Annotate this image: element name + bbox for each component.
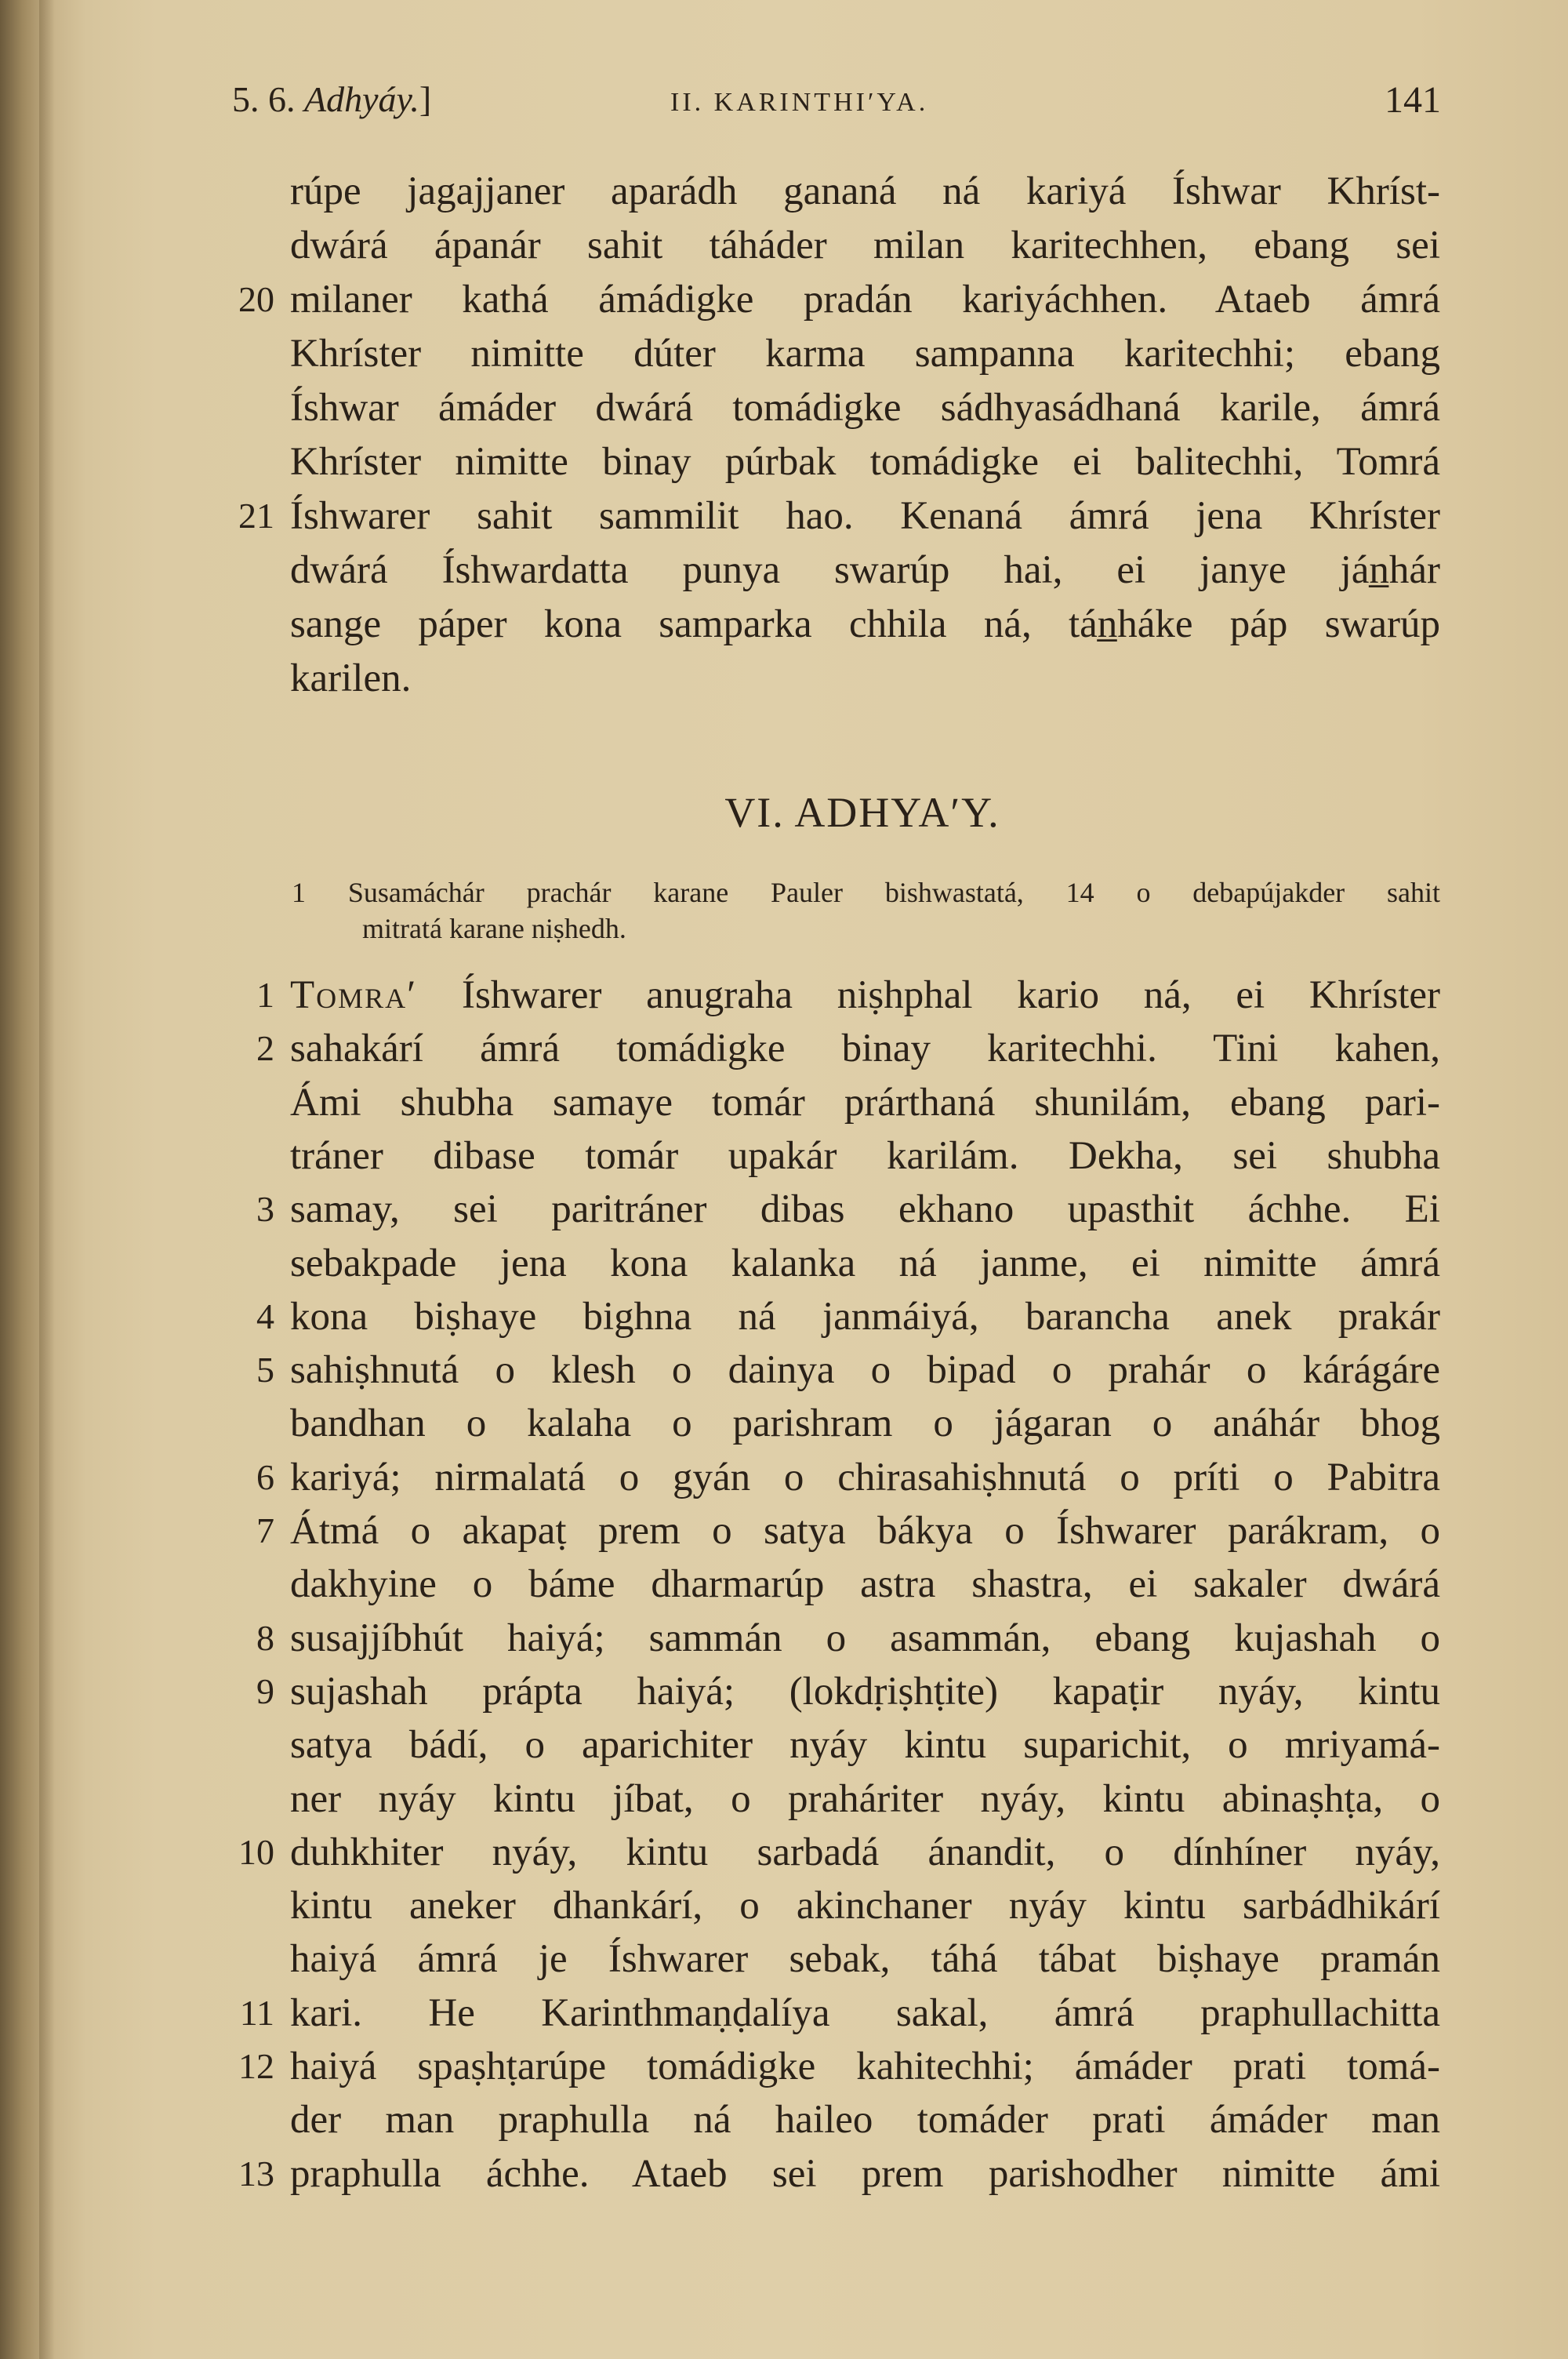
text-line xyxy=(290,1398,1440,1449)
text-line xyxy=(290,2094,1440,2146)
text-line xyxy=(290,328,1440,380)
line-text: samay, sei paritráner dibas ekhano upasthit áchhe. Ei xyxy=(290,1187,1440,1231)
line-text: karilen. xyxy=(290,656,412,700)
line-text: dwárá ápanár sahit táháder milan karitechhen, ebang sei xyxy=(290,224,1440,267)
line-text: haiyá ámrá je Íshwarer sebak, táhá tábat biṣhaye pramán xyxy=(290,1937,1440,1981)
line-text: sahakárí ámrá tomádigke binay karitechhi. Tini kahen, xyxy=(290,1027,1440,1070)
text-line xyxy=(290,1773,1440,1825)
text-line xyxy=(290,652,1440,704)
text-line xyxy=(290,436,1440,488)
chapter-summary-line-2: mitratá karane niṣhedh. xyxy=(362,913,626,944)
verse-lead-word: Tomra′ xyxy=(290,973,418,1017)
line-text: milaner kathá ámádigke pradán kariyáchhen. Ataeb ámrá xyxy=(290,278,1440,322)
text-line xyxy=(290,1238,1440,1289)
text-line xyxy=(290,1505,1440,1557)
line-text: dakhyine o báme dharmarúp astra shastra, ei sakaler dwárá xyxy=(290,1562,1440,1606)
verse-number: 5 xyxy=(256,1350,274,1390)
header-bracket: ] xyxy=(419,79,432,119)
header-chapter-word: Adhyáy. xyxy=(304,79,419,119)
line-text: sange páper kona samparka chhila ná, tán̲háke páp swarúp xyxy=(290,602,1440,646)
verse-number: 13 xyxy=(238,2154,274,2194)
text-line xyxy=(290,274,1440,325)
running-header-chapter xyxy=(232,78,431,120)
verse-number: 2 xyxy=(256,1028,274,1068)
text-line xyxy=(290,1612,1440,1664)
text-line xyxy=(290,969,1440,1021)
text-line xyxy=(290,165,1440,217)
line-text: Khríster nimitte binay púrbak tomádigke ei balitechhi, Tomrá xyxy=(290,440,1440,484)
running-header-book-title: II. KARINTHI′YA. xyxy=(670,88,929,117)
line-text: duhkhiter nyáy, kintu sarbadá ánandit, o dínhíner nyáy, xyxy=(290,1830,1440,1874)
line-text: kintu aneker dhankárí, o akinchaner nyáy kintu sarbádhikárí xyxy=(290,1884,1440,1928)
line-text: Ámi shubha samaye tomár prárthaná shunilám, ebang pari- xyxy=(290,1081,1440,1125)
page-binding-shadow xyxy=(39,0,55,2359)
line-text: kona biṣhaye bighna ná janmáiyá, barancha anek prakár xyxy=(290,1295,1440,1339)
text-line xyxy=(290,1826,1440,1878)
line-text: susajjíbhút haiyá; sammán o asammán, ebang kujashah o xyxy=(290,1616,1440,1660)
text-line xyxy=(290,2148,1440,2200)
line-text: Íshwar ámáder dwárá tomádigke sádhyasádhaná karile, ámrá xyxy=(290,386,1440,430)
line-text: sahiṣhnutá o klesh o dainya o bipad o prahár o kárágáre xyxy=(290,1348,1440,1392)
verse-number: 9 xyxy=(256,1671,274,1711)
text-line xyxy=(290,1183,1440,1235)
verse-number: 7 xyxy=(256,1510,274,1550)
text-line xyxy=(290,1933,1440,1985)
text-line xyxy=(290,1719,1440,1771)
line-text: sujashah prápta haiyá; (lokdṛiṣhṭite) kapaṭir nyáy, kintu xyxy=(290,1670,1440,1714)
line-text: kari. He Karinthmaṇḍalíya sakal, ámrá praphullachitta xyxy=(290,1991,1440,2035)
verse-number: 8 xyxy=(256,1618,274,1658)
text-line xyxy=(290,382,1440,434)
header-chapter-numbers: 5. 6. xyxy=(232,79,296,119)
line-text: sebakpade jena kona kalanka ná janme, ei nimitte ámrá xyxy=(290,1241,1440,1285)
verse-number: 4 xyxy=(256,1296,274,1336)
line-text: Íshwarer anugraha niṣhphal kario ná, ei Khríster xyxy=(417,973,1440,1017)
line-text: kariyá; nirmalatá o gyán o chirasahiṣhnutá o príti o Pabitra xyxy=(290,1456,1440,1499)
line-text: ner nyáy kintu jíbat, o prahárit‌er nyáy, kintu abinaṣhṭa, o xyxy=(290,1777,1440,1821)
chapter-heading: VI. ADHYA′Y. xyxy=(724,789,1000,836)
text-line xyxy=(290,1291,1440,1343)
line-text: haiyá spaṣhṭarúpe tomádigke kahitechhi; ámáder prati tomá- xyxy=(290,2045,1440,2088)
text-line xyxy=(290,1452,1440,1503)
text-line xyxy=(290,490,1440,542)
line-text: satya bádí, o aparichiter nyáy kintu suparichit, o mriyamá- xyxy=(290,1723,1440,1767)
line-text: Átmá o akapaṭ prem o satya bákya o Íshwarer parákram, o xyxy=(290,1509,1440,1553)
text-line xyxy=(290,1077,1440,1129)
line-text: der man praphulla ná haileo tomáder prati ámáder man xyxy=(290,2098,1440,2142)
verse-number: 12 xyxy=(238,2046,274,2086)
line-text: dwárá Íshwardatta punya swarúp hai, ei janye ján̲hár xyxy=(290,548,1440,592)
text-line xyxy=(290,1666,1440,1717)
verse-number: 10 xyxy=(238,1832,274,1872)
text-line xyxy=(290,598,1440,650)
chapter-summary-line-1: 1 Susamáchár prachár karane Pauler bishwastatá, 14 o debapújakder sahit xyxy=(292,877,1440,908)
text-line xyxy=(290,1023,1440,1074)
line-text: praphulla áchhe. Ataeb sei prem parishodher nimitte ámi xyxy=(290,2152,1440,2196)
verse-number: 11 xyxy=(239,1993,274,2033)
line-text: bandhan o kalaha o parishram o jágaran o anáhár bhog xyxy=(290,1401,1440,1445)
text-line xyxy=(290,1558,1440,1610)
verse-number: 3 xyxy=(256,1189,274,1229)
line-text: tráner dibase tomár upakár karilám. Dekha, sei shubha xyxy=(290,1134,1440,1178)
verse-number: 1 xyxy=(256,975,274,1015)
verse-number: 20 xyxy=(238,279,274,319)
text-line xyxy=(290,2041,1440,2092)
verse-number: 6 xyxy=(256,1457,274,1497)
verse-number: 21 xyxy=(238,496,274,536)
text-line xyxy=(290,1130,1440,1182)
line-text: Íshwarer sahit sammilit hao. Kenaná ámrá jena Khríster xyxy=(290,494,1440,538)
text-line xyxy=(290,1880,1440,1932)
page-number: 141 xyxy=(1385,79,1441,121)
line-text: rúpe jagajjaner aparádh gananá ná kariyá Íshwar Khríst- xyxy=(290,169,1440,213)
line-text: Khríster nimitte dúter karma sampanna karitechhi; ebang xyxy=(290,332,1440,376)
text-line xyxy=(290,1987,1440,2039)
text-line xyxy=(290,1344,1440,1396)
text-line xyxy=(290,544,1440,596)
text-line xyxy=(290,220,1440,271)
